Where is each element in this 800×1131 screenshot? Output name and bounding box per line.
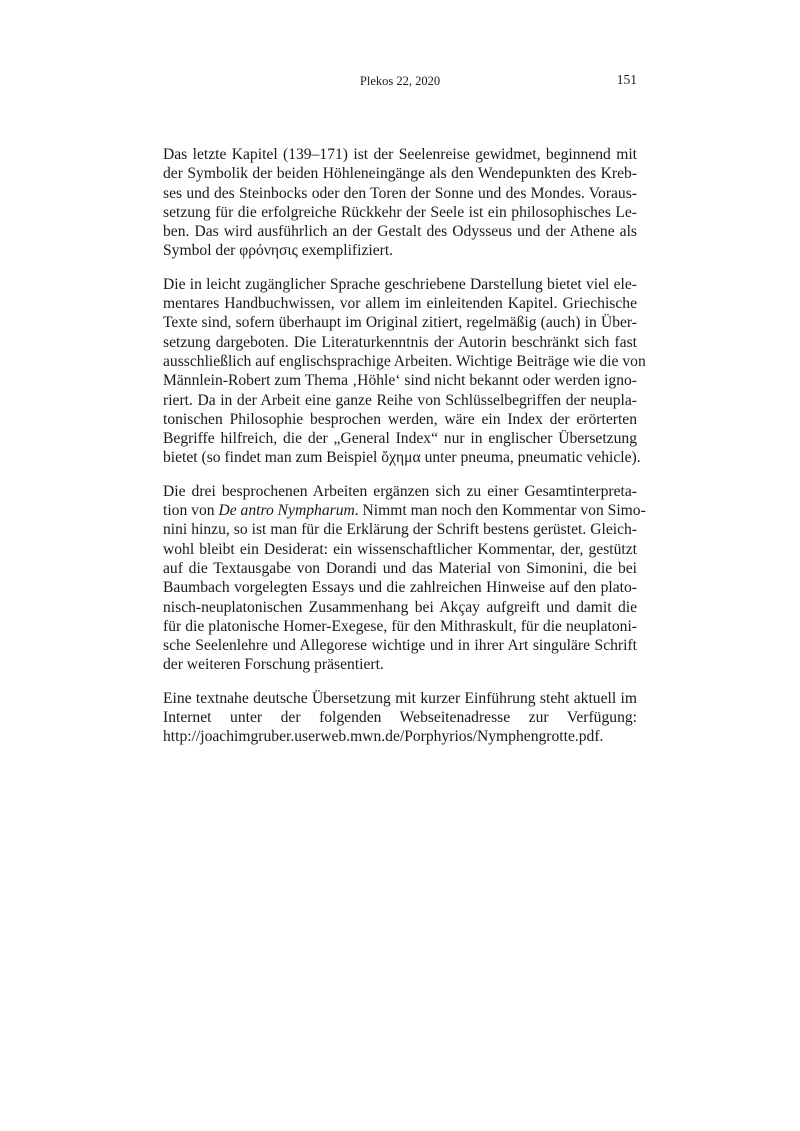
text-line — [163, 520, 637, 539]
text-line — [163, 448, 641, 467]
text-segment: Symbol der — [163, 242, 240, 260]
text-line — [163, 313, 637, 332]
text-segment: ben. Das wird ausführlich an der Gestalt des Odysseus und der Athene als — [163, 223, 637, 241]
text-segment: ausschließlich auf englischsprachige Arbeiten. Wichtige Beiträge wie die von — [163, 352, 646, 370]
text-line — [163, 275, 637, 294]
text-line — [163, 578, 637, 597]
text-line — [163, 540, 637, 559]
text-segment: setzung dargeboten. Die Literaturkenntnis der Autorin beschränkt sich fast — [163, 333, 637, 351]
text-line — [163, 222, 637, 241]
text-line — [163, 333, 637, 352]
text-segment: Baumbach vorgelegten Essays und die zahlreichen Hinweise auf den plato- — [163, 579, 637, 597]
text-line — [163, 294, 637, 313]
text-segment: tonischen Philosophie besprochen werden, wäre ein Index der erörterten — [163, 410, 637, 428]
text-segment: Begriffe hilfreich, die der „General Index“ nur in englischer Übersetzung — [163, 430, 637, 448]
text-segment: wohl bleibt ein Desiderat: ein wissenschaftlicher Kommentar, der, gestützt — [163, 540, 637, 558]
text-line — [163, 501, 646, 520]
text-segment: Die in leicht zugänglicher Sprache geschriebene Darstellung bietet viel ele- — [163, 275, 637, 293]
text-line — [163, 241, 637, 260]
text-line — [163, 145, 637, 164]
paragraph — [163, 145, 637, 261]
text-segment: Die drei besprochenen Arbeiten ergänzen sich zu einer Gesamtinterpreta- — [163, 482, 637, 500]
text-segment: nini hinzu, so ist man für die Erklärung der Schrift bestens gerüstet. Gleich- — [163, 521, 637, 539]
text-line — [163, 203, 637, 222]
page-number: 151 — [616, 72, 637, 87]
text-line — [163, 391, 637, 410]
url-link[interactable]: http://joachimgruber.userweb.mwn.de/Porphyrios/Nymphengrotte.pdf. — [163, 728, 604, 746]
text-segment: ses und des Steinbocks oder den Toren der Sonne und des Mondes. Voraus- — [163, 184, 637, 202]
running-head: Plekos 22, 2020 — [359, 74, 441, 88]
text-line — [163, 482, 637, 501]
paragraph — [163, 275, 646, 468]
text-segment: tion von — [163, 502, 219, 520]
greek-term: φρόνησις — [239, 242, 298, 260]
text-segment: exemplifiziert. — [297, 242, 394, 260]
text-line — [163, 559, 637, 578]
text-segment: mentares Handbuchwissen, vor allem im einleitenden Kapitel. Griechische — [163, 295, 637, 313]
greek-term: ὄχημα — [381, 449, 421, 467]
text-line — [163, 429, 637, 448]
paragraph — [163, 689, 637, 747]
text-segment: auf die Textausgabe von Dorandi und das Material von Simonini, die bei — [163, 559, 637, 577]
text-line — [163, 371, 637, 390]
text-line — [163, 617, 637, 636]
text-line — [163, 727, 637, 746]
text-line — [163, 184, 637, 203]
text-segment: unter pneuma, pneumatic vehicle). — [420, 449, 641, 467]
text-segment: setzung für die erfolgreiche Rückkehr der Seele ist ein philosophisches Le- — [163, 203, 637, 221]
body-text — [163, 145, 646, 761]
text-segment: der Symbolik der beiden Höhleneingänge als den Wendepunkten des Kreb- — [163, 165, 637, 183]
italic-title: De antro Nympharum — [218, 502, 355, 520]
text-line — [163, 655, 637, 674]
text-segment: nisch-neuplatonischen Zusammenhang bei Akçay aufgreift und damit die — [163, 598, 637, 616]
text-segment: der weiteren Forschung präsentiert. — [163, 656, 384, 674]
text-segment: bietet (so findet man zum Beispiel — [163, 449, 382, 467]
text-line — [163, 708, 637, 727]
text-segment: Internet unter der folgenden Webseitenadresse zur Verfügung: — [163, 709, 637, 727]
text-line — [163, 410, 637, 429]
text-segment: Texte sind, sofern überhaupt im Original zitiert, regelmäßig (auch) in Über- — [163, 314, 637, 332]
text-line — [163, 164, 637, 183]
text-segment: sche Seelenlehre und Allegorese wichtige und in ihrer Art singuläre Schrift — [163, 637, 637, 655]
paragraph — [163, 482, 646, 675]
text-segment: Männlein-Robert zum Thema ‚Höhle‘ sind nicht bekannt oder werden igno- — [163, 372, 637, 390]
text-segment: für die platonische Homer-Exegese, für den Mithraskult, für die neuplatoni- — [163, 617, 637, 635]
text-line — [163, 598, 637, 617]
text-segment: Eine textnahe deutsche Übersetzung mit kurzer Einführung steht aktuell im — [163, 689, 637, 707]
text-segment: Das letzte Kapitel (139–171) ist der Seelenreise gewidmet, beginnend mit — [163, 146, 637, 163]
text-line — [163, 636, 637, 655]
text-line — [163, 689, 637, 708]
text-line — [163, 352, 646, 371]
text-segment: . Nimmt man noch den Kommentar von Simo- — [354, 502, 646, 520]
text-segment: riert. Da in der Arbeit eine ganze Reihe von Schlüsselbegriffen der neupla- — [163, 391, 637, 409]
